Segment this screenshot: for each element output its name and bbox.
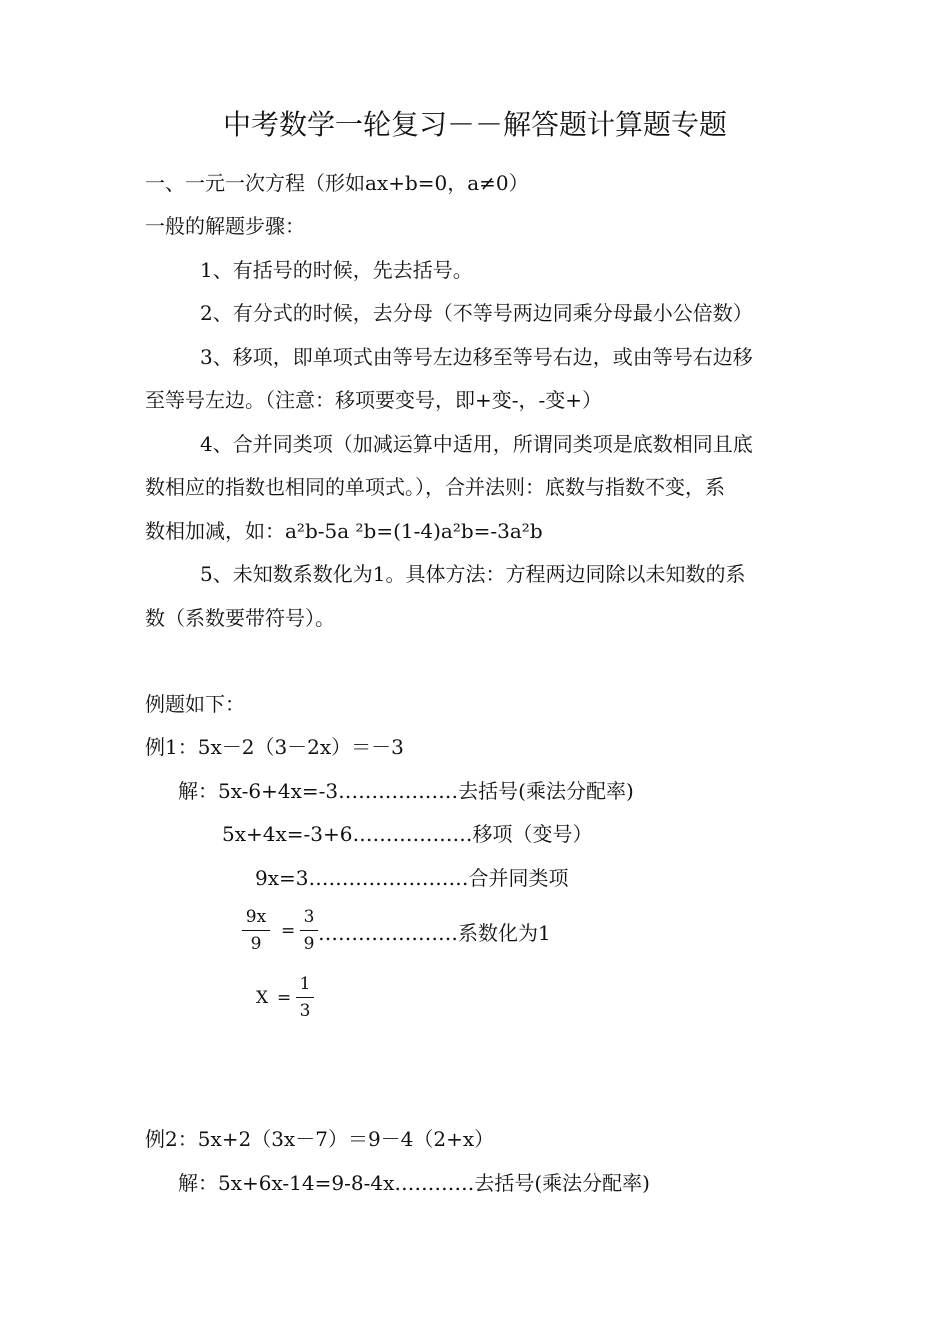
example-1-step-4-note: …………………系数化为1 (318, 921, 551, 945)
example-1-problem: 例1：5x－2（3－2x）＝－3 (145, 735, 404, 759)
fraction-1-over-3 (296, 973, 314, 1022)
example-1-step-2: 5x+4x=-3+6………………移项（变号） (222, 822, 593, 846)
step-2: 2、有分式的时候，去分母（不等号两边同乘分母最小公倍数） (200, 301, 753, 325)
x-variable: X (256, 988, 269, 1008)
fraction-denominator: 3 (299, 1001, 311, 1021)
step-3-line-2: 至等号左边。（注意：移项要变号，即+变-，-变+） (145, 388, 603, 412)
fraction-denominator: 9 (303, 934, 315, 954)
steps-intro: 一般的解题步骤： (145, 214, 305, 238)
step-4-line-1: 4、合并同类项（加减运算中适用，所谓同类项是底数相同且底 (200, 432, 753, 456)
step-3-line-1: 3、移项，即单项式由等号左边移至等号右边，或由等号右边移 (200, 345, 753, 369)
step-5-line-2: 数（系数要带符号）。 (145, 606, 335, 630)
section-heading: 一、一元一次方程（形如ax+b=0，a≠0） (145, 171, 529, 195)
examples-intro: 例题如下： (145, 692, 245, 716)
step-1: 1、有括号的时候，先去括号。 (200, 258, 473, 282)
example-2-problem: 例2：5x+2（3x－7）＝9－4（2+x） (145, 1127, 495, 1151)
fraction-bar (300, 930, 318, 931)
fraction-9x-over-9 (242, 906, 270, 955)
equals-sign: = (277, 988, 292, 1008)
fraction-numerator: 1 (299, 974, 311, 994)
example-2-step-1: 解：5x+6x-14=9-8-4x…………去括号(乘法分配率) (178, 1171, 650, 1195)
fraction-bar (242, 930, 270, 931)
equals-sign: = (281, 921, 296, 941)
fraction-3-over-9 (300, 906, 318, 955)
example-1-step-3: 9x=3……………………合并同类项 (255, 866, 569, 890)
fraction-denominator: 9 (250, 934, 262, 954)
step-4-line-3: 数相加减，如：a²b-5a ²b=(1-4)a²b=-3a²b (145, 519, 543, 543)
fraction-numerator: 9x (245, 907, 267, 927)
step-5-line-1: 5、未知数系数化为1。具体方法：方程两边同除以未知数的系 (200, 562, 746, 586)
fraction-bar (296, 997, 314, 998)
page-title: 中考数学一轮复习－－解答题计算题专题 (222, 108, 727, 141)
fraction-numerator: 3 (303, 907, 315, 927)
example-1-step-1: 解：5x-6+4x=-3………………去括号(乘法分配率) (178, 779, 634, 803)
step-4-line-2: 数相应的指数也相同的单项式。），合并法则：底数与指数不变，系 (145, 475, 725, 499)
